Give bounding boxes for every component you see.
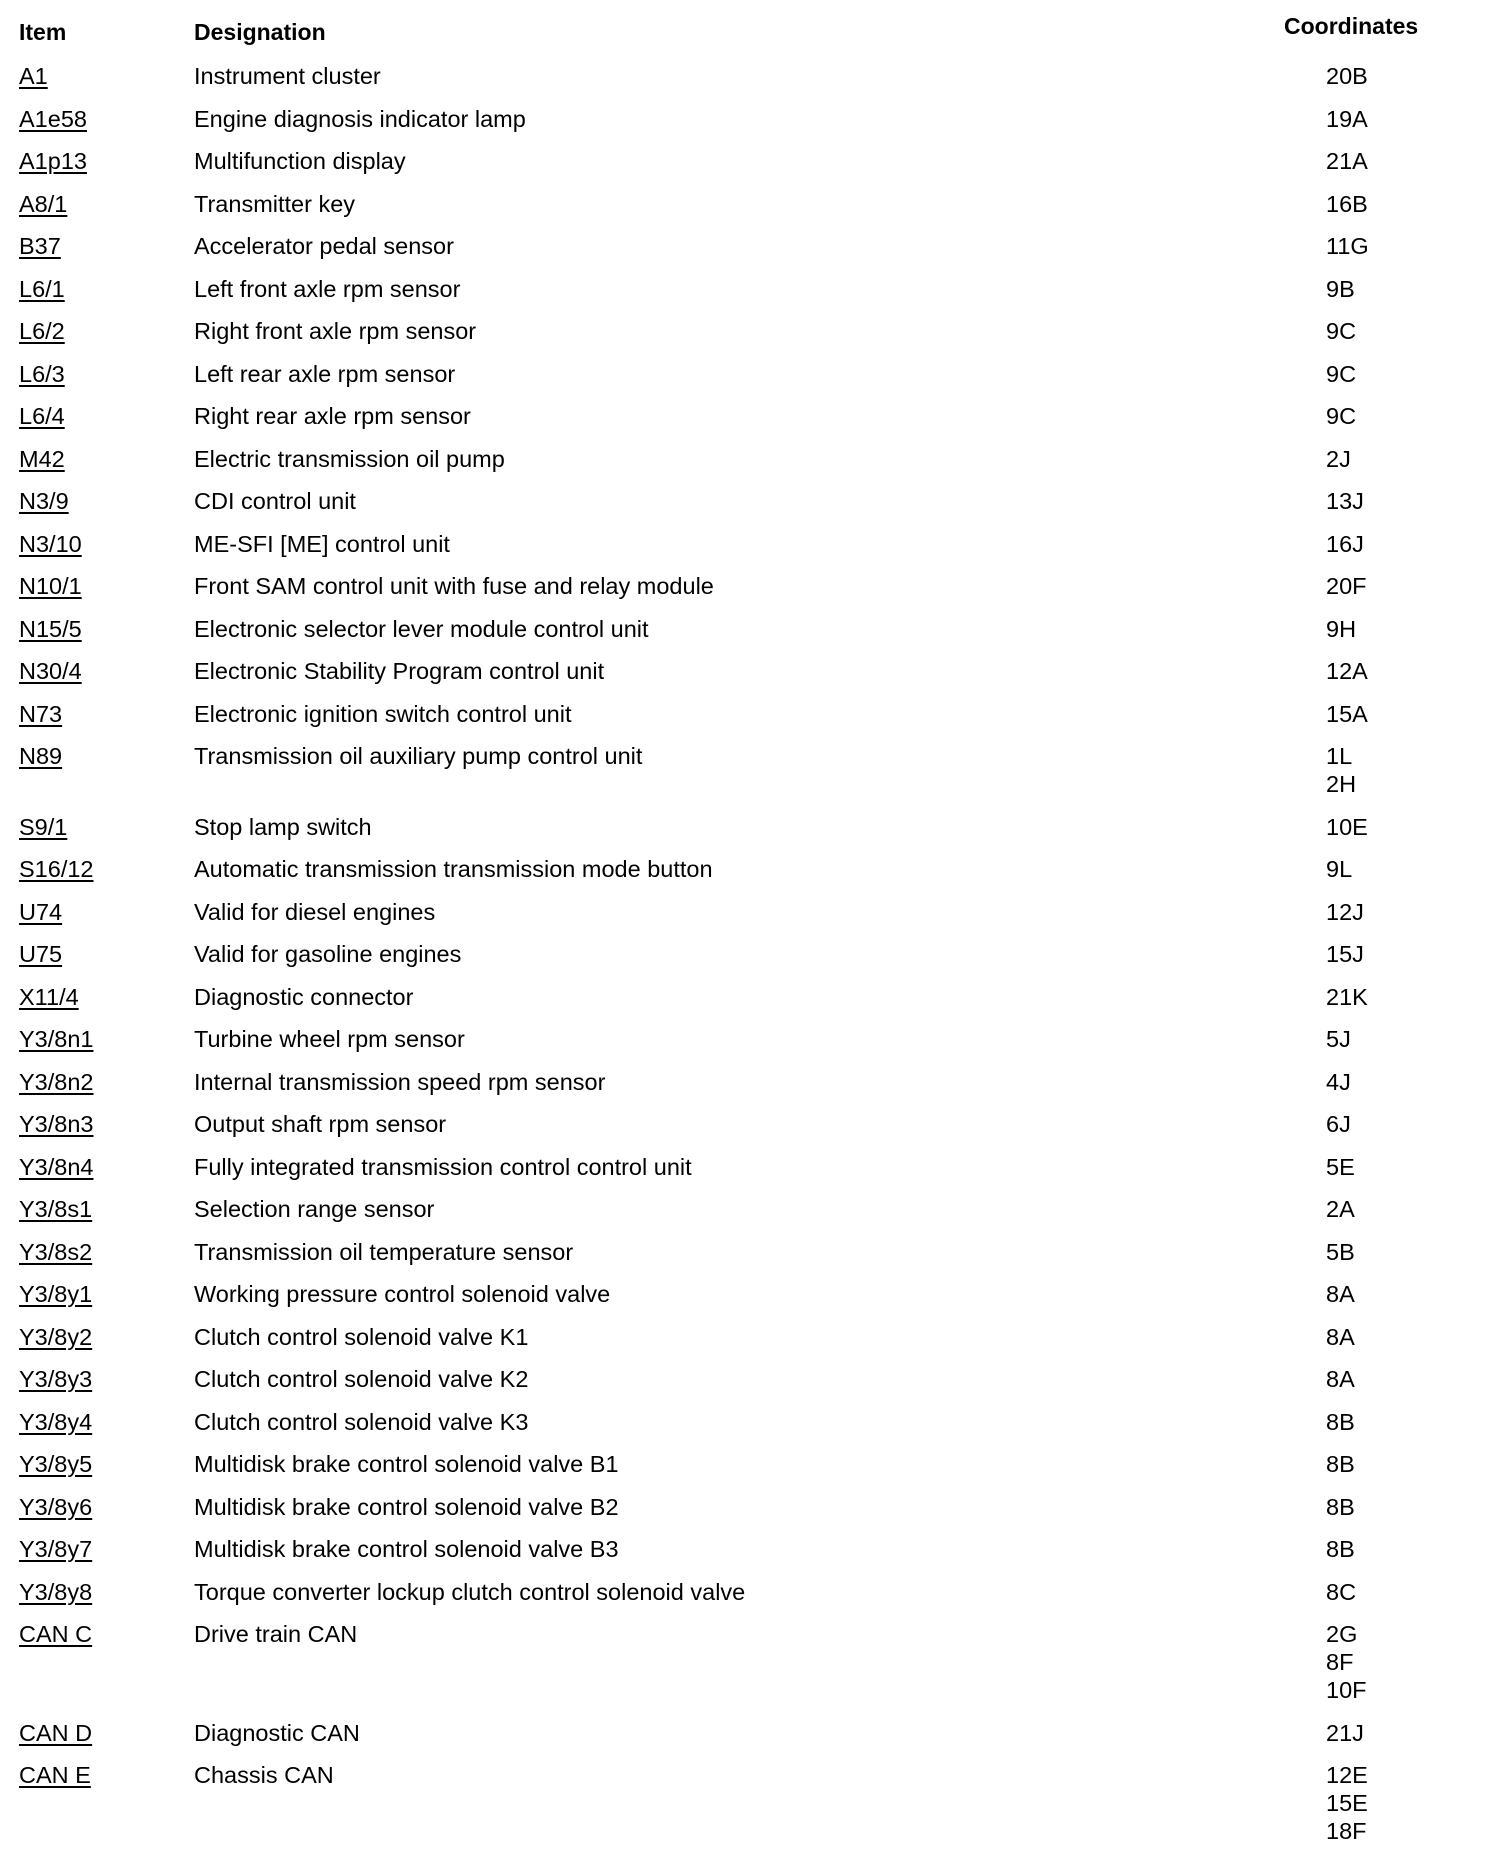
item-link[interactable]: Y3/8y5	[19, 1451, 93, 1477]
coordinates-cell	[1326, 1238, 1355, 1266]
table-row	[0, 1106, 1504, 1149]
item-link[interactable]: M42	[19, 445, 65, 472]
coordinate-value: 5J	[1326, 1026, 1351, 1052]
coordinate-value: 9C	[1326, 318, 1357, 344]
designation-text: Front SAM control unit with fuse and relay module	[194, 573, 714, 599]
table-row	[0, 526, 1504, 569]
coordinate-value: 8B	[1326, 1493, 1355, 1520]
coordinate-value: 2G	[1326, 1621, 1358, 1647]
designation-text: Multidisk brake control solenoid valve B1	[194, 1451, 619, 1477]
table-row	[0, 58, 1504, 101]
table-row	[0, 936, 1504, 979]
coordinate-value: 5B	[1326, 1238, 1355, 1265]
item-link[interactable]: N10/1	[19, 573, 82, 599]
coordinate-value: 20F	[1326, 573, 1367, 599]
column-header-designation: Designation	[194, 19, 326, 45]
designation-text: Clutch control solenoid valve K2	[194, 1366, 529, 1392]
table-row	[0, 313, 1504, 356]
item-link[interactable]: A8/1	[19, 190, 68, 217]
coordinate-value: 15J	[1326, 941, 1364, 967]
table-row	[0, 1361, 1504, 1404]
coordinates-cell	[1326, 657, 1368, 685]
coordinate-value: 2A	[1326, 1196, 1355, 1222]
coordinate-value: 2H	[1326, 771, 1357, 797]
item-link[interactable]: U74	[19, 898, 63, 925]
coordinates-cell	[1326, 1365, 1355, 1393]
table-row	[0, 1574, 1504, 1617]
coordinate-value: 8B	[1326, 1536, 1355, 1562]
coordinate-value: 18F	[1326, 1818, 1367, 1844]
coordinate-value: 19A	[1326, 105, 1368, 132]
item-link[interactable]: Y3/8n3	[19, 1111, 94, 1137]
coordinates-cell	[1326, 62, 1368, 90]
coordinates-cell	[1326, 105, 1368, 133]
coordinate-value: 10F	[1326, 1677, 1367, 1703]
item-link[interactable]: N15/5	[19, 615, 82, 642]
coordinates-cell	[1326, 1620, 1367, 1704]
coordinate-value: 20B	[1326, 63, 1368, 89]
table-row	[0, 143, 1504, 186]
table-row	[0, 1319, 1504, 1362]
designation-text: Drive train CAN	[194, 1621, 358, 1647]
designation-text: Fully integrated transmission control control unit	[194, 1153, 692, 1180]
item-link[interactable]: S16/12	[19, 856, 94, 882]
item-link[interactable]: N73	[19, 700, 63, 727]
coordinates-cell	[1326, 1323, 1355, 1351]
coordinates-cell	[1326, 1761, 1368, 1845]
designation-text: Stop lamp switch	[194, 813, 372, 840]
coordinate-value: 6J	[1326, 1111, 1351, 1137]
coordinates-cell	[1326, 1025, 1351, 1053]
coordinate-value: 8A	[1326, 1281, 1355, 1307]
coordinate-value: 12J	[1326, 898, 1364, 925]
coordinate-value: 1L	[1326, 743, 1353, 769]
designation-text: Electric transmission oil pump	[194, 445, 505, 472]
designation-text: Right front axle rpm sensor	[194, 318, 477, 344]
designation-text: Multidisk brake control solenoid valve B3	[194, 1536, 619, 1562]
table-row	[0, 1021, 1504, 1064]
designation-text: Clutch control solenoid valve K3	[194, 1408, 529, 1435]
designation-text: Left rear axle rpm sensor	[194, 360, 456, 387]
item-link[interactable]: X11/4	[19, 983, 79, 1010]
coordinate-value: 8C	[1326, 1578, 1357, 1605]
table-row	[0, 398, 1504, 441]
coordinate-value: 16B	[1326, 190, 1368, 217]
coordinates-cell	[1326, 572, 1367, 600]
table-row	[0, 1757, 1504, 1856]
table-header	[0, 0, 1504, 60]
item-link[interactable]: Y3/8n2	[19, 1068, 94, 1095]
coordinate-value: 21K	[1326, 983, 1368, 1010]
item-link[interactable]: Y3/8y3	[19, 1366, 93, 1392]
coordinates-cell	[1326, 317, 1356, 345]
table-row	[0, 1064, 1504, 1107]
coordinates-cell	[1326, 1153, 1355, 1181]
designation-text: Electronic selector lever module control unit	[194, 615, 649, 642]
designation-text: Clutch control solenoid valve K1	[194, 1323, 529, 1350]
item-link[interactable]: A1p13	[19, 148, 87, 174]
coordinate-value: 8B	[1326, 1408, 1355, 1435]
coordinates-cell	[1326, 700, 1368, 728]
item-link[interactable]: Y3/8y4	[19, 1408, 93, 1435]
designation-text: Left front axle rpm sensor	[194, 275, 461, 302]
designation-text: Output shaft rpm sensor	[194, 1111, 447, 1137]
coordinate-value: 15A	[1326, 700, 1368, 727]
designation-text: Torque converter lockup clutch control solenoid valve	[194, 1578, 746, 1605]
coordinates-cell	[1326, 855, 1352, 883]
coordinate-value: 21A	[1326, 148, 1368, 174]
table-row	[0, 809, 1504, 852]
designation-text: Automatic transmission transmission mode button	[194, 856, 713, 882]
table-row	[0, 1616, 1504, 1715]
coordinates-cell	[1326, 147, 1368, 175]
item-link[interactable]: N89	[19, 743, 63, 769]
item-link[interactable]: L6/4	[19, 403, 65, 429]
coordinate-value: 8F	[1326, 1649, 1354, 1675]
item-link[interactable]: CAN D	[19, 1719, 93, 1746]
coordinates-cell	[1326, 1450, 1355, 1478]
table-row	[0, 271, 1504, 314]
table-row	[0, 1446, 1504, 1489]
designation-text: Selection range sensor	[194, 1196, 435, 1222]
coordinate-value: 9C	[1326, 360, 1357, 387]
item-link[interactable]: Y3/8y6	[19, 1493, 93, 1520]
table-row	[0, 228, 1504, 271]
coordinate-value: 8A	[1326, 1366, 1355, 1392]
table-row	[0, 483, 1504, 526]
coordinate-value: 9L	[1326, 856, 1353, 882]
column-header-item: Item	[19, 19, 67, 45]
item-link[interactable]: A1e58	[19, 105, 87, 132]
item-link[interactable]: B37	[19, 233, 61, 259]
table-row	[0, 1149, 1504, 1192]
designation-text: Accelerator pedal sensor	[194, 233, 454, 259]
item-link[interactable]: N3/10	[19, 530, 82, 557]
coordinates-cell	[1326, 232, 1369, 260]
table-row	[0, 356, 1504, 399]
table-row	[0, 186, 1504, 229]
item-link[interactable]: U75	[19, 941, 63, 967]
coordinates-cell	[1326, 1578, 1356, 1606]
designation-text: Internal transmission speed rpm sensor	[194, 1068, 606, 1095]
designation-text: Multifunction display	[194, 148, 406, 174]
item-link[interactable]: L6/1	[19, 275, 65, 302]
designation-text: Turbine wheel rpm sensor	[194, 1026, 465, 1052]
coordinate-value: 21J	[1326, 1719, 1364, 1746]
table-row	[0, 1276, 1504, 1319]
column-header-coordinates: Coordinates	[1284, 13, 1419, 39]
coordinates-cell	[1326, 190, 1368, 218]
coordinate-value: 4J	[1326, 1068, 1351, 1095]
coordinates-cell	[1326, 983, 1368, 1011]
coordinates-cell	[1326, 1719, 1364, 1747]
table-row	[0, 568, 1504, 611]
legend-table-body	[0, 58, 1504, 1856]
designation-text: Right rear axle rpm sensor	[194, 403, 471, 429]
item-link[interactable]: CAN E	[19, 1762, 91, 1788]
coordinates-cell	[1326, 940, 1364, 968]
item-link[interactable]: L6/2	[19, 318, 65, 344]
coordinates-cell	[1326, 275, 1355, 303]
coordinate-value: 10E	[1326, 813, 1368, 840]
coordinates-cell	[1326, 487, 1364, 515]
table-row	[0, 1191, 1504, 1234]
designation-text: Electronic ignition switch control unit	[194, 700, 572, 727]
table-row	[0, 894, 1504, 937]
coordinate-value: 13J	[1326, 488, 1364, 514]
coordinates-cell	[1326, 1535, 1355, 1563]
table-row	[0, 653, 1504, 696]
coordinates-cell	[1326, 1280, 1355, 1308]
item-link[interactable]: L6/3	[19, 360, 65, 387]
coordinates-cell	[1326, 530, 1364, 558]
designation-text: Multidisk brake control solenoid valve B2	[194, 1493, 619, 1520]
coordinate-value: 5E	[1326, 1153, 1355, 1180]
coordinate-value: 15E	[1326, 1790, 1368, 1816]
table-row	[0, 979, 1504, 1022]
item-link[interactable]: Y3/8s1	[19, 1196, 93, 1222]
table-row	[0, 101, 1504, 144]
designation-text: Diagnostic connector	[194, 983, 414, 1010]
table-row	[0, 738, 1504, 809]
coordinates-cell	[1326, 445, 1351, 473]
coordinates-cell	[1326, 360, 1356, 388]
designation-text: Engine diagnosis indicator lamp	[194, 105, 526, 132]
table-row	[0, 441, 1504, 484]
coordinate-value: 11G	[1326, 233, 1369, 259]
table-row	[0, 611, 1504, 654]
designation-text: Valid for diesel engines	[194, 898, 436, 925]
item-link[interactable]: Y3/8y7	[19, 1536, 93, 1562]
item-link[interactable]: S9/1	[19, 813, 68, 840]
designation-text: Diagnostic CAN	[194, 1719, 360, 1746]
item-link[interactable]: Y3/8y2	[19, 1323, 93, 1350]
designation-text: Working pressure control solenoid valve	[194, 1281, 611, 1307]
designation-text: Valid for gasoline engines	[194, 941, 462, 967]
coordinate-value: 2J	[1326, 445, 1351, 472]
item-link[interactable]: Y3/8n1	[19, 1026, 94, 1052]
coordinate-value: 12A	[1326, 658, 1368, 684]
coordinates-cell	[1326, 1408, 1355, 1436]
table-row	[0, 1234, 1504, 1277]
item-link[interactable]: CAN C	[19, 1621, 93, 1647]
coordinates-cell	[1326, 615, 1356, 643]
item-link[interactable]: N3/9	[19, 488, 69, 514]
table-row	[0, 1531, 1504, 1574]
coordinates-cell	[1326, 1110, 1351, 1138]
coordinate-value: 8A	[1326, 1323, 1355, 1350]
designation-text: ME-SFI [ME] control unit	[194, 530, 450, 557]
coordinate-value: 9B	[1326, 275, 1355, 302]
designation-text: Transmission oil auxiliary pump control unit	[194, 743, 643, 769]
coordinates-cell	[1326, 1195, 1355, 1223]
coordinate-value: 9C	[1326, 403, 1357, 429]
coordinates-cell	[1326, 402, 1356, 430]
table-row	[0, 696, 1504, 739]
item-link[interactable]: Y3/8y1	[19, 1281, 93, 1307]
item-link[interactable]: Y3/8s2	[19, 1238, 93, 1265]
designation-text: Chassis CAN	[194, 1762, 334, 1788]
item-link[interactable]: A1	[19, 63, 48, 89]
item-link[interactable]: N30/4	[19, 658, 82, 684]
table-row	[0, 1715, 1504, 1758]
designation-text: Electronic Stability Program control unit	[194, 658, 605, 684]
designation-text: Transmitter key	[194, 190, 356, 217]
table-row	[0, 1489, 1504, 1532]
designation-text: Instrument cluster	[194, 63, 381, 89]
item-link[interactable]: Y3/8n4	[19, 1153, 94, 1180]
coordinate-value: 16J	[1326, 530, 1364, 557]
designation-text: Transmission oil temperature sensor	[194, 1238, 574, 1265]
table-row	[0, 851, 1504, 894]
table-row	[0, 1404, 1504, 1447]
coordinates-cell	[1326, 742, 1356, 798]
coordinates-cell	[1326, 898, 1364, 926]
item-link[interactable]: Y3/8y8	[19, 1578, 93, 1605]
designation-text: CDI control unit	[194, 488, 356, 514]
coordinates-cell	[1326, 1493, 1355, 1521]
coordinate-value: 8B	[1326, 1451, 1355, 1477]
coordinate-value: 9H	[1326, 615, 1357, 642]
coordinate-value: 12E	[1326, 1762, 1368, 1788]
coordinates-cell	[1326, 813, 1368, 841]
coordinates-cell	[1326, 1068, 1351, 1096]
